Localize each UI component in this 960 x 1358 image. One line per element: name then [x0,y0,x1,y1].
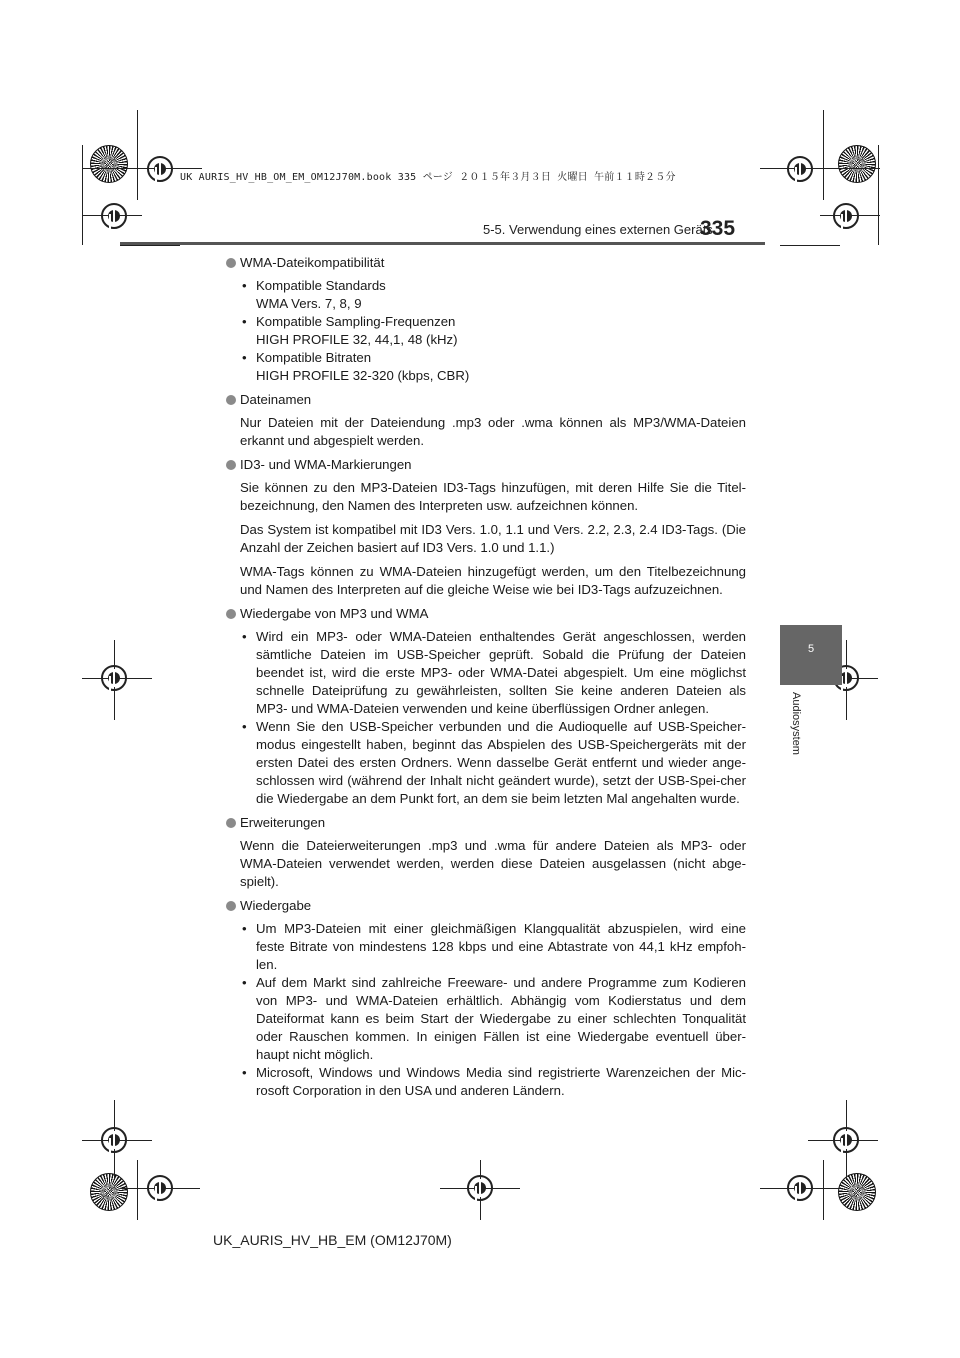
section-heading [226,254,746,272]
page-content [226,254,746,1106]
section-heading-text: Wiedergabe [240,898,312,913]
paragraph: WMA-Tags können zu WMA-Dateien hinzugefügt werden, um den Titelbezeichnung und Namen des Interpreten auf die gleiche Weise wie bei ID3-Tags aufzuzeichnen. [240,564,746,597]
chapter-tab [780,625,842,685]
color-rosette-top-right [838,145,876,183]
section-heading [226,456,746,474]
registration-crosshair-icon [101,665,127,691]
section-heading [226,814,746,832]
content-section [226,605,746,808]
bullet-dot-icon [226,609,236,619]
color-rosette-top-left [90,145,128,183]
print-meta-line: UK AURIS_HV_HB_OM_EM_OM12J70M.book 335 ページ ２０１５年３月３日 火曜日 午前１１時２５分 [180,172,676,183]
content-section [226,254,746,385]
registration-crosshair-icon [787,1175,813,1201]
registration-crosshair-icon [101,1127,127,1153]
section-heading [226,391,746,409]
list-item-value: WMA Vers. 7, 8, 9 [256,296,362,311]
registration-crosshair-icon [147,156,173,182]
section-heading-text: WMA-Dateikompatibilität [240,255,385,270]
bullet-dot-icon [226,901,236,911]
bullet-dot-icon [226,258,236,268]
section-heading-text: ID3- und WMA-Markierungen [240,457,412,472]
content-section [226,897,746,1100]
registration-crosshair-icon [833,203,859,229]
content-section [226,814,746,891]
bullet-dot-icon [226,460,236,470]
paragraph: Wenn die Dateierweiterungen .mp3 und .wma für andere Dateien als MP3- oder WMA-Dateien verwendet werden, werden diese Dateien ausgelassen (nicht abge-spielt). [240,838,746,889]
chapter-number: 5 [807,643,815,655]
section-heading-text: Wiedergabe von MP3 und WMA [240,606,429,621]
registration-crosshair-icon [147,1175,173,1201]
section-title: 5-5. Verwendung eines externen Geräts [483,222,713,237]
list-item [240,313,746,349]
header-rule [120,242,765,245]
list-item: • Wird ein MP3- oder WMA-Dateien enthaltendes Gerät angeschlossen, werden sämtliche Dateien im USB-Speicher geprüft. Sobald die Prüfung der Dateien beendet ist, wird die erste MP3- oder WMA-Datei abgespielt. Um eine möglichst schnelle Dateiprüfung zu gewährleisten, sollten Sie keine anderen Dateien als MP3- und WMA-Dateien verwenden und keine überflüssigen Ordner anlegen. [240,628,746,718]
list-item [240,277,746,313]
bullet-dot-icon [226,818,236,828]
list-item-label: • Kompatible Sampling-Frequenzen [256,314,456,329]
page-number: 335 [700,217,736,240]
list-item-label: • Kompatible Standards [256,278,386,293]
registration-crosshair-icon [833,1127,859,1153]
list-item [240,349,746,385]
paragraph: Nur Dateien mit der Dateiendung .mp3 oder .wma können als MP3/WMA-Dateien erkannt und abgespielt werden. [240,415,746,448]
paragraph: Sie können zu den MP3-Dateien ID3-Tags hinzufügen, mit deren Hilfe Sie die Titel-bezeichnung, den Namen des Interpreten usw. aufzeichnen können. [240,480,746,513]
registration-crosshair-icon [101,203,127,229]
list-item: • Wenn Sie den USB-Speicher verbunden und die Audioquelle auf USB-Speicher-modus eingestellt haben, beginnt das Abspielen des USB-Speichergeräts mit der ersten Datei des ersten Ordners. Wenn dasselbe Gerät entfernt und wieder ange-schlossen wird (während der Inhalt nicht geändert wurde), setzt der USB-Spei-cher die Wiedergabe an dem Punkt fort, an dem sie beim letzten Mal angehalten wurde. [240,718,746,808]
paragraph: Das System ist kompatibel mit ID3 Vers. 1.0, 1.1 und Vers. 2.2, 2.3, 2.4 ID3-Tags. (Die Anzahl der Zeichen basiert auf ID3 Vers. 1.0 und 1.1.) [240,522,746,555]
bullet-dot-icon [226,395,236,405]
list-item-label: • Kompatible Bitraten [256,350,372,365]
footer-doc-code: UK_AURIS_HV_HB_EM (OM12J70M) [213,1232,452,1248]
section-heading [226,605,746,623]
color-rosette-bottom-right [838,1173,876,1211]
section-heading [226,897,746,915]
content-section [226,391,746,450]
registration-crosshair-icon [787,156,813,182]
list-item-value: HIGH PROFILE 32, 44,1, 48 (kHz) [256,332,458,347]
section-heading-text: Erweiterungen [240,815,326,830]
color-rosette-bottom-left [90,1173,128,1211]
section-heading-text: Dateinamen [240,392,312,407]
list-item-value: HIGH PROFILE 32-320 (kbps, CBR) [256,368,470,383]
registration-crosshair-icon [467,1175,493,1201]
list-item: • Auf dem Markt sind zahlreiche Freeware- und andere Programme zum Kodieren von MP3- und WMA-Dateien erhältlich. Abhängig vom Kodierstatus und dem Dateiformat kann es beim Start der Wiedergabe zu einer schlechten Tonqualität oder Rauschen kommen. In einigen Fällen ist eine Wiedergabe eventuell über-haupt nicht möglich. [240,974,746,1064]
list-item: • Microsoft, Windows und Windows Media sind registrierte Warenzeichen der Mic-rosoft Corporation in den USA und anderen Ländern. [240,1064,746,1100]
list-item: • Um MP3-Dateien mit einer gleichmäßigen Klangqualität abzuspielen, wird eine feste Bitrate von mindestens 128 kbps und eine Abtastrate von 44,1 kHz empfoh-len. [240,920,746,974]
chapter-label: Audiosystem [790,692,802,755]
content-section [226,456,746,599]
